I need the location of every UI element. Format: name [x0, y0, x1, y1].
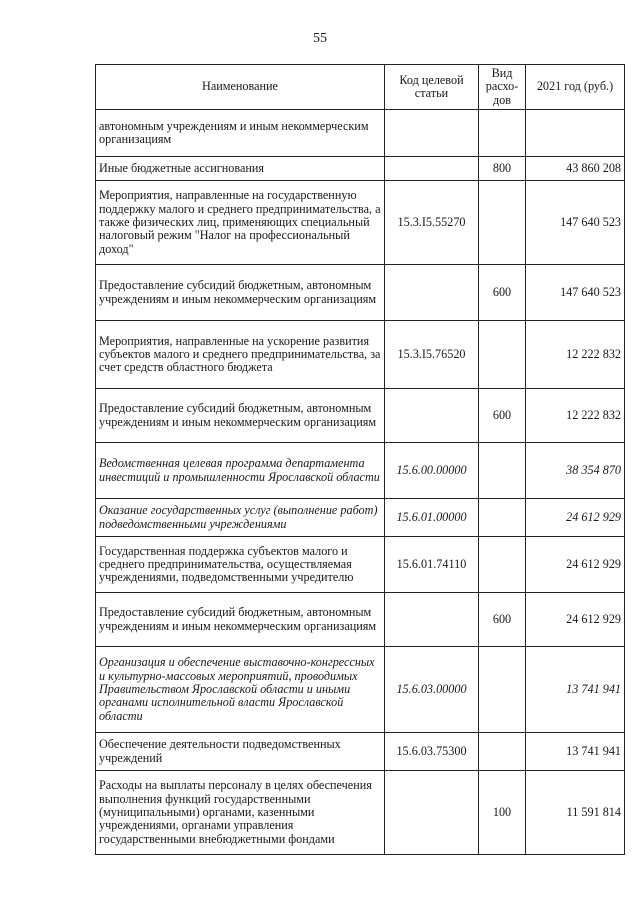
cell-name: Предоставление субсидий бюджетным, автономным учреждениям и иным некоммерческим организациям — [96, 265, 385, 321]
cell-name: Предоставление субсидий бюджетным, автономным учреждениям и иным некоммерческим организациям — [96, 389, 385, 443]
table-row — [96, 499, 625, 537]
cell-amount: 24 612 929 — [526, 593, 625, 647]
cell-code — [385, 593, 479, 647]
cell-amount — [526, 110, 625, 157]
cell-code — [385, 110, 479, 157]
cell-name: Мероприятия, направленные на ускорение развития субъектов малого и среднего предпринимательства, за счет средств областного бюджета — [96, 321, 385, 389]
page-number: 55 — [313, 31, 327, 46]
cell-code — [385, 157, 479, 181]
table-row — [96, 181, 625, 265]
cell-amount: 24 612 929 — [526, 537, 625, 593]
cell-amount: 43 860 208 — [526, 157, 625, 181]
header-type: Вид расхо-дов — [479, 65, 526, 110]
table-row — [96, 321, 625, 389]
cell-type: 600 — [479, 593, 526, 647]
cell-code: 15.6.01.74110 — [385, 537, 479, 593]
cell-type: 800 — [479, 157, 526, 181]
table-row — [96, 389, 625, 443]
table-header-row — [96, 65, 625, 110]
cell-amount: 24 612 929 — [526, 499, 625, 537]
header-name: Наименование — [96, 65, 385, 110]
cell-type — [479, 733, 526, 771]
table-row — [96, 537, 625, 593]
cell-code: 15.6.03.00000 — [385, 647, 479, 733]
cell-type — [479, 499, 526, 537]
table-row — [96, 265, 625, 321]
cell-amount: 12 222 832 — [526, 321, 625, 389]
table-row — [96, 647, 625, 733]
cell-name: Предоставление субсидий бюджетным, автономным учреждениям и иным некоммерческим организациям — [96, 593, 385, 647]
cell-code — [385, 389, 479, 443]
cell-name: Ведомственная целевая программа департамента инвестиций и промышленности Ярославской области — [96, 443, 385, 499]
table-row — [96, 733, 625, 771]
cell-type: 600 — [479, 389, 526, 443]
cell-amount: 147 640 523 — [526, 265, 625, 321]
cell-code — [385, 771, 479, 855]
cell-name: Оказание государственных услуг (выполнение работ) подведомственными учреждениями — [96, 499, 385, 537]
table-row — [96, 771, 625, 855]
table-row — [96, 110, 625, 157]
cell-code: 15.6.01.00000 — [385, 499, 479, 537]
cell-name: Мероприятия, направленные на государственную поддержку малого и среднего предпринимательства, а также физических лиц, применяющих специальный налоговый режим "Налог на профессиональный доход" — [96, 181, 385, 265]
header-code: Код целевой статьи — [385, 65, 479, 110]
cell-amount: 13 741 941 — [526, 647, 625, 733]
cell-code: 15.6.00.00000 — [385, 443, 479, 499]
cell-code: 15.3.I5.55270 — [385, 181, 479, 265]
cell-type — [479, 647, 526, 733]
table-row — [96, 443, 625, 499]
cell-amount: 12 222 832 — [526, 389, 625, 443]
cell-name: автономным учреждениям и иным некоммерческим организациям — [96, 110, 385, 157]
budget-table — [95, 64, 625, 855]
cell-type — [479, 181, 526, 265]
cell-type — [479, 321, 526, 389]
cell-amount: 147 640 523 — [526, 181, 625, 265]
cell-type — [479, 110, 526, 157]
header-amount: 2021 год (руб.) — [526, 65, 625, 110]
cell-type — [479, 537, 526, 593]
cell-type — [479, 443, 526, 499]
cell-amount: 11 591 814 — [526, 771, 625, 855]
cell-name: Государственная поддержка субъектов малого и среднего предпринимательства, осуществляемая учреждениями, подведомственными учредителю — [96, 537, 385, 593]
table-row — [96, 157, 625, 181]
table-row — [96, 593, 625, 647]
cell-code: 15.3.I5.76520 — [385, 321, 479, 389]
cell-name: Расходы на выплаты персоналу в целях обеспечения выполнения функций государственными (муниципальными) органами, казенными учреждениями, органами управления государственными внебюджетными фондами — [96, 771, 385, 855]
cell-type: 100 — [479, 771, 526, 855]
cell-name: Иные бюджетные ассигнования — [96, 157, 385, 181]
cell-type: 600 — [479, 265, 526, 321]
cell-code: 15.6.03.75300 — [385, 733, 479, 771]
cell-name: Обеспечение деятельности подведомственных учреждений — [96, 733, 385, 771]
cell-code — [385, 265, 479, 321]
cell-amount: 38 354 870 — [526, 443, 625, 499]
cell-amount: 13 741 941 — [526, 733, 625, 771]
cell-name: Организация и обеспечение выставочно-конгрессных и культурно-массовых мероприятий, проводимых Правительством Ярославской области и иными органами исполнительной власти Ярославской области — [96, 647, 385, 733]
